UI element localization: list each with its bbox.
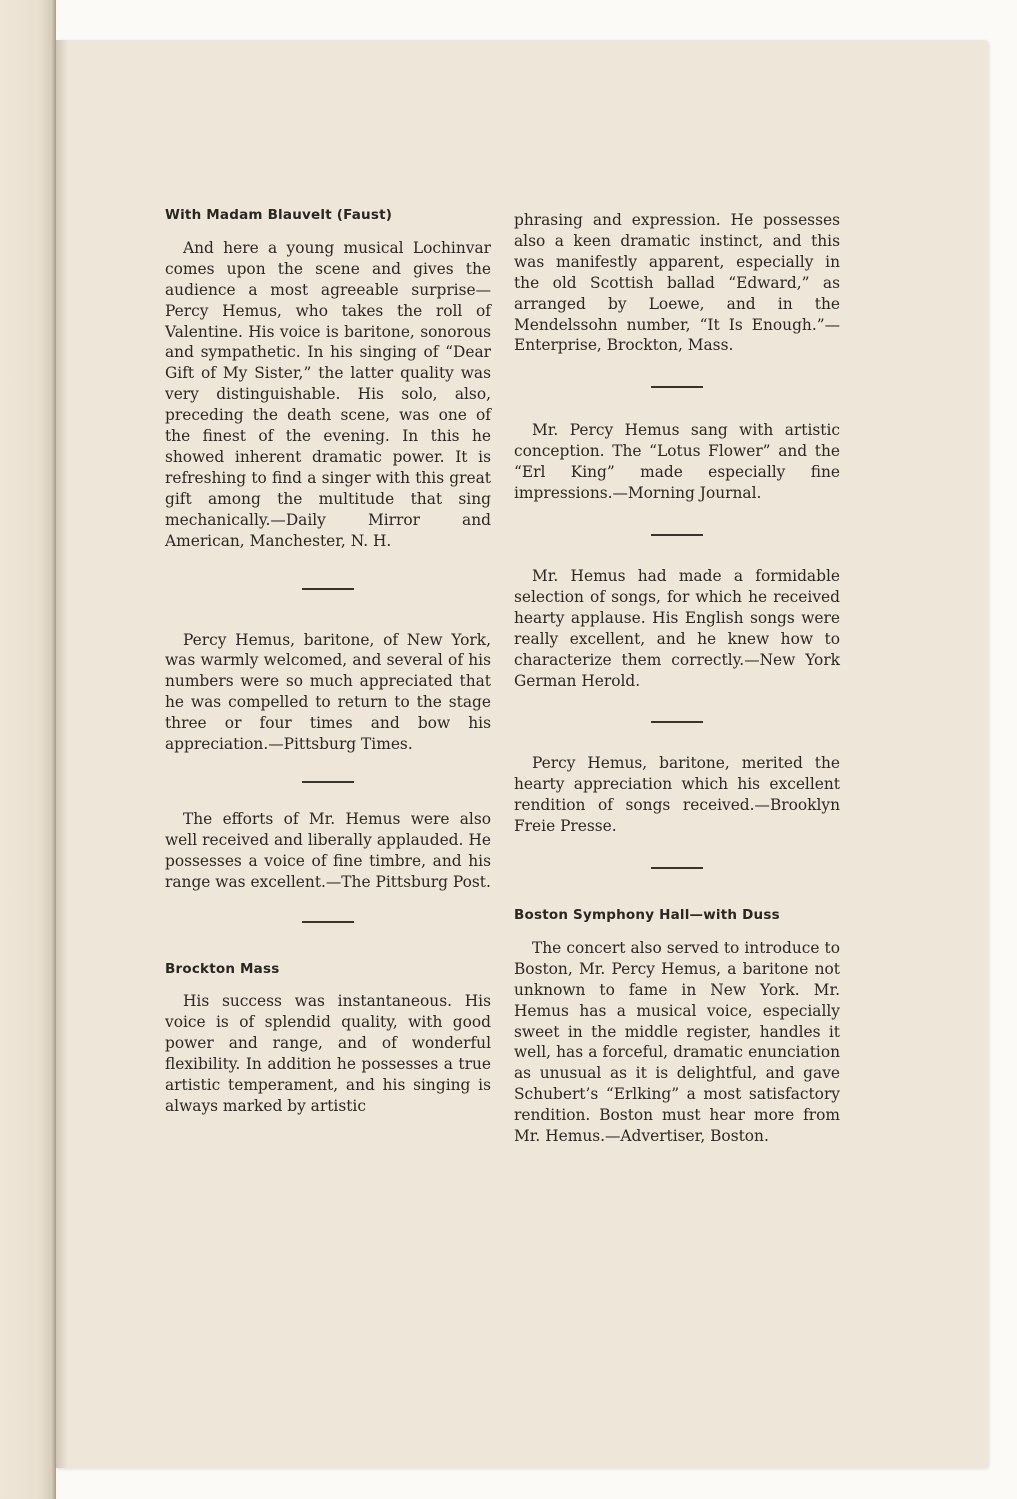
review-freie-presse: Percy Hemus, baritone, merited the hearty appreciation which his excellent rendition of songs received.—Brooklyn Freie Presse. bbox=[514, 754, 840, 836]
separator-rule bbox=[651, 721, 703, 723]
heading-faust: With Madam Blauvelt (Faust) bbox=[165, 207, 393, 223]
heading-boston: Boston Symphony Hall—with Duss bbox=[514, 907, 780, 924]
review-morning-journal: Mr. Percy Hemus sang with artistic conception. The “Lotus Flower” and the “Erl King” made especially fine impressions.—Morning Journal. bbox=[514, 421, 840, 503]
separator-rule bbox=[651, 867, 703, 869]
separator-rule bbox=[651, 386, 703, 388]
review-brockton-continued: phrasing and expression. He possesses also a keen dramatic instinct, and this was manifestly apparent, especially in the old Scottish ballad “Edward,” as arranged by Loewe, and in the Mendelssohn number, “It Is Enough.”—Enterprise, Brockton, Mass. bbox=[514, 211, 840, 355]
facing-page-edge bbox=[0, 0, 56, 1499]
review-brockton: His success was instantaneous. His voice is of splendid quality, with good power and range, and of wonderful flexibility. In addition he possesses a true artistic temperament, and his singing is always marked by artistic bbox=[165, 992, 491, 1115]
separator-rule bbox=[302, 588, 354, 590]
right-column bbox=[514, 210, 840, 1147]
separator-rule bbox=[651, 534, 703, 536]
review-pittsburg-post: The efforts of Mr. Hemus were also well received and liberally applauded. He possesses a voice of fine timbre, and his range was excellent.—The Pittsburg Post. bbox=[165, 809, 491, 891]
review-faust: And here a young musical Lochinvar comes upon the scene and gives the audience a most agreeable surprise—Percy Hemus, who takes the roll of Valentine. His voice is baritone, sonorous and sympathetic. In his singing of “Dear Gift of My Sister,” the latter quality was very distinguishable. His solo, also, preceding the death scene, was one of the finest of the evening. In this he showed inherent dramatic power. It is refreshing to find a singer with this great gift among the multitude that sing mechanically.—Daily Mirror and American, Manchester, N. H. bbox=[165, 238, 491, 550]
gutter-shadow bbox=[56, 40, 68, 1468]
heading-brockton: Brockton Mass bbox=[165, 960, 280, 977]
review-german-herold: Mr. Hemus had made a formidable selection of songs, for which he received hearty applause. His English songs were really excellent, and he knew how to characterize them correctly.—New York German Herold. bbox=[514, 566, 840, 690]
separator-rule bbox=[302, 781, 354, 783]
separator-rule bbox=[302, 921, 354, 923]
review-boston: The concert also served to introduce to Boston, Mr. Percy Hemus, a baritone not unknown to fame in New York. Mr. Hemus has a musical voice, especially sweet in the middle register, handles it well, has a forceful, dramatic enunciation as unusual as it is delightful, and gave Schubert’s “Erlking” a most satisfactory rendition. Boston must hear more from Mr. Hemus.—Advertiser, Boston. bbox=[514, 938, 840, 1146]
left-column bbox=[165, 205, 491, 1117]
review-pittsburg-times: Percy Hemus, baritone, of New York, was warmly welcomed, and several of his numbers were so much appreciated that he was compelled to return to the stage three or four times and bow his appreciation.—Pittsburg Times. bbox=[165, 630, 491, 754]
